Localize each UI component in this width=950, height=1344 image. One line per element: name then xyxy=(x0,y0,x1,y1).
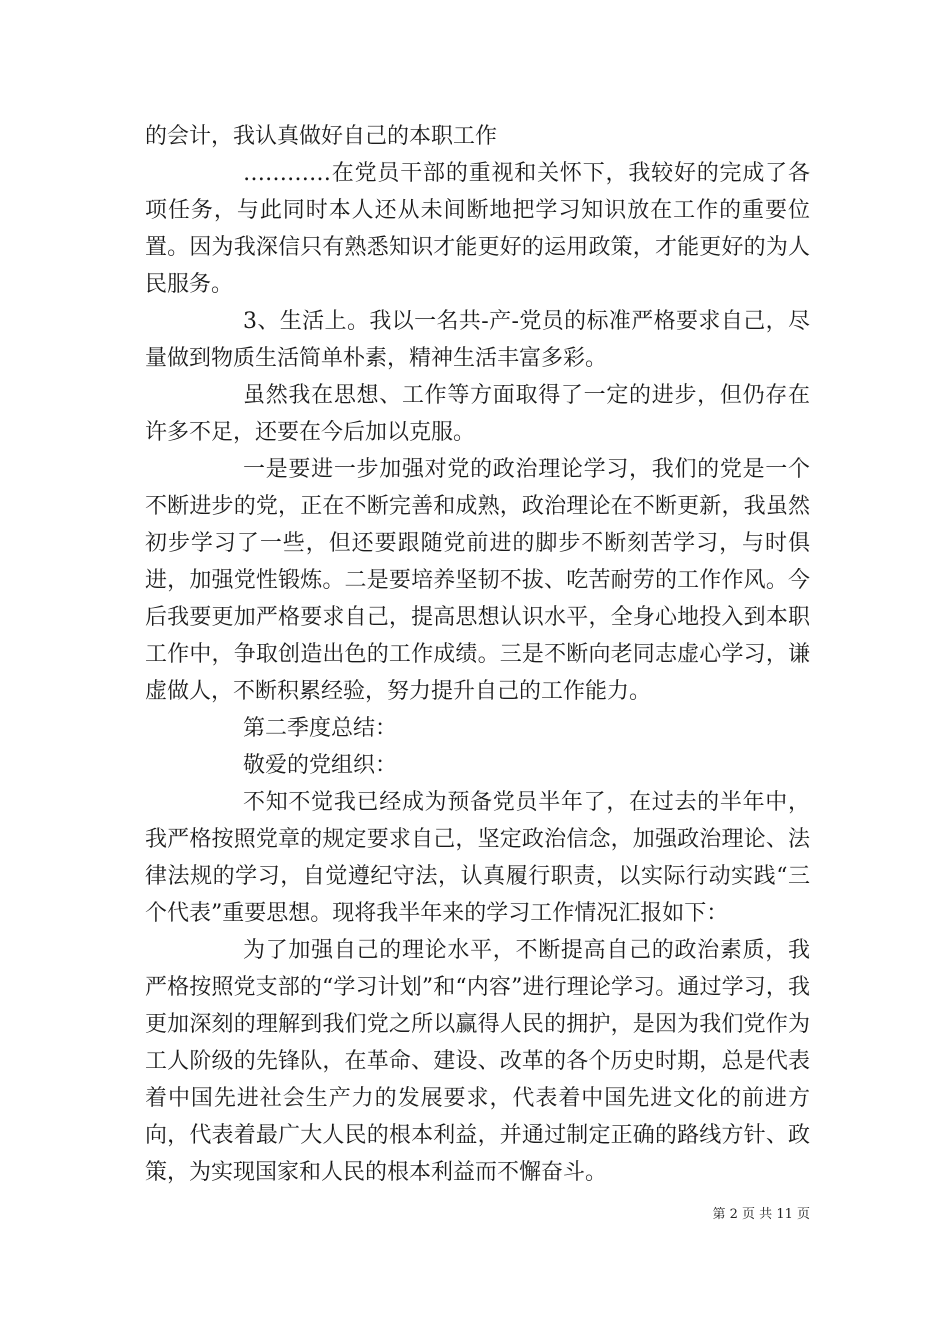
paragraph: 的会计，我认真做好自己的本职工作 xyxy=(145,124,498,149)
paragraph: 为了加强自己的理论水平，不断提高自己的政治素质，我严格按照党支部的“学习计划”和“内容”进行理论学习。通过学习，我更加深刻的理解到我们党之所以赢得人民的拥护，是因为我们党作为工人阶级的先锋队，在革命、建设、改革的各个历史时期，总是代表着中国先进社会生产力的发展要求，代表着中国先进文化的前进方向，代表着最广大人民的根本利益，并通过制定正确的路线方针、政策，为实现国家和人民的根本利益而不懈奋斗。 xyxy=(145,938,810,1185)
paragraph: …………在党员干部的重视和关怀下，我较好的完成了各项任务，与此同时本人还从未间断地把学习知识放在工作的重要位置。因为我深信只有熟悉知识才能更好的运用政策，才能更好的为人民服务。 xyxy=(145,161,810,297)
paragraph: 一是要进一步加强对党的政治理论学习，我们的党是一个不断进步的党，正在不断完善和成熟，政治理论在不断更新，我虽然初步学习了一些，但还要跟随党前进的脚步不断刻苦学习，与时俱进，加强党性锻炼。二是要培养坚韧不拔、吃苦耐劳的工作作风。今后我要更加严格要求自己，提高思想认识水平，全身心地投入到本职工作中，争取创造出色的工作成绩。三是不断向老同志虚心学习，谦虚做人，不断积累经验，努力提升自己的工作能力。 xyxy=(145,457,810,704)
section-heading: 第二季度总结： xyxy=(243,716,398,741)
paragraph: 不知不觉我已经成为预备党员半年了，在过去的半年中，我严格按照党章的规定要求自己，坚定政治信念，加强政治理论、法律法规的学习，自觉遵纪守法，认真履行职责，以实际行动实践“三个代表”重要思想。现将我半年来的学习工作情况汇报如下： xyxy=(145,790,810,926)
paragraph: 3、生活上。我以一名共-产-党员的标准严格要求自己，尽量做到物质生活简单朴素，精神生活丰富多彩。 xyxy=(145,309,810,371)
paragraph: 虽然我在思想、工作等方面取得了一定的进步，但仍存在许多不足，还要在今后加以克服。 xyxy=(145,383,810,445)
document-body xyxy=(145,118,810,1191)
page-number: 第 2 页 共 11 页 xyxy=(712,1207,810,1222)
salutation: 敬爱的党组织： xyxy=(243,753,398,778)
